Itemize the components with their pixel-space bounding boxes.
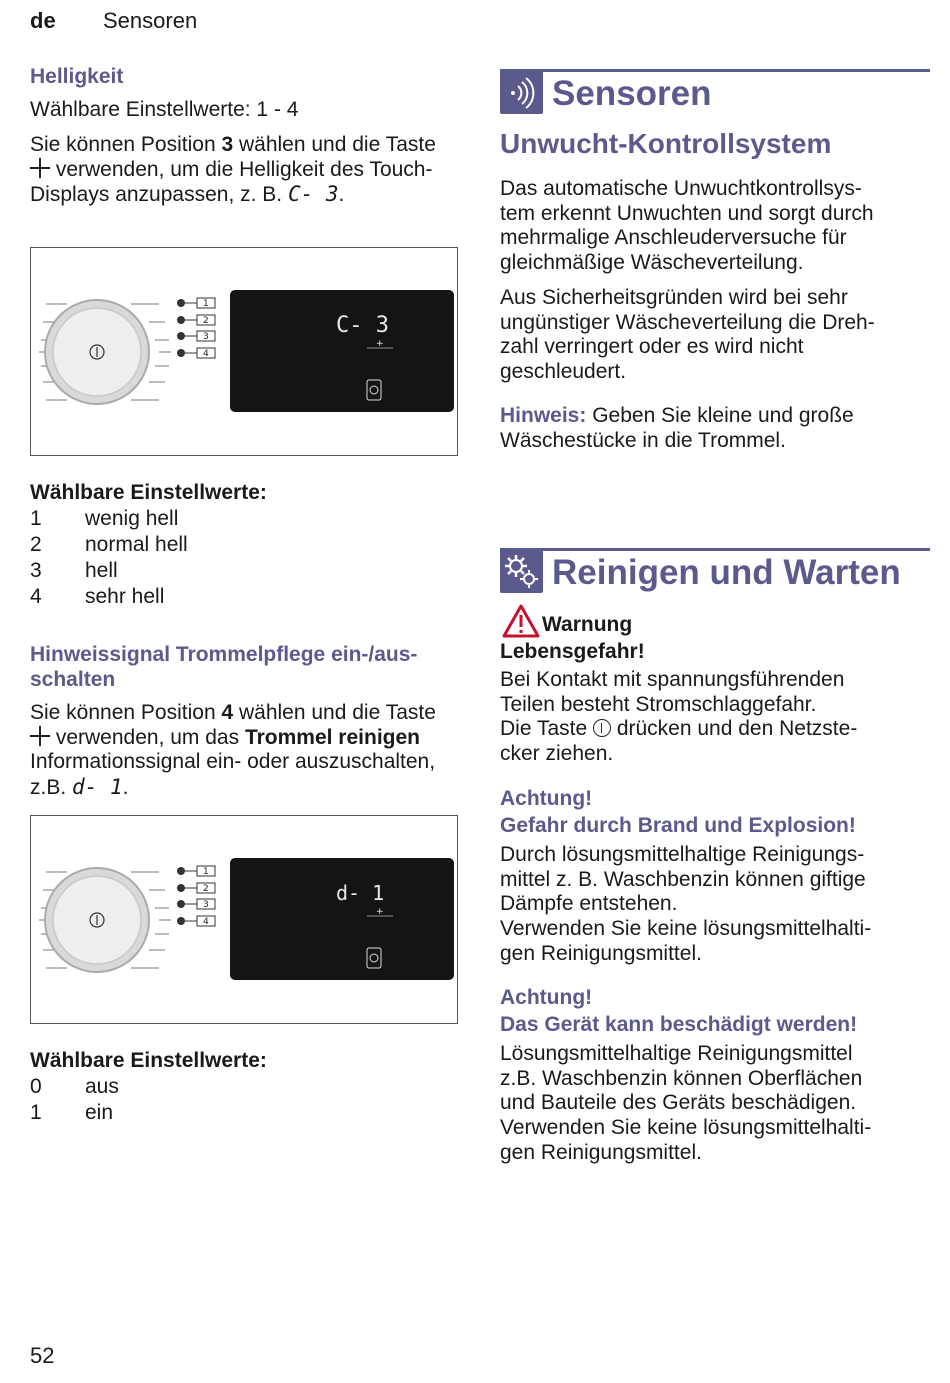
panel-1-drawing [31, 248, 457, 455]
paragraph: Die Taste drücken und den Netzste- cker ziehen. [500, 717, 858, 765]
section-title: Sensoren [552, 74, 712, 113]
list-item: 3 hell [30, 559, 118, 582]
list-item: 0 aus [30, 1075, 119, 1098]
panel-key-label: 1 [203, 867, 209, 877]
drum-signal-heading: Hinweissignal Trommelpflege ein-/aus- schalten [30, 643, 418, 691]
paragraph: Das automatische Unwuchtkontrollsys- tem erkennt Unwuchten und sorgt durch mehrmalige Anschleuderversuche für gleichmäßige Wäscheverteilung. [500, 177, 874, 274]
display-code: C- 3 [287, 182, 339, 206]
paragraph: Verwenden Sie keine lösungsmittelhalti- gen Reinigungsmittel. [500, 917, 872, 965]
warning-triangle-icon [502, 604, 540, 643]
paragraph: Verwenden Sie keine lösungsmittelhalti- gen Reinigungsmittel. [500, 1116, 872, 1164]
panel-key-label: 2 [203, 884, 209, 894]
panel-key-label: 4 [203, 917, 209, 927]
panel-key-label: 2 [203, 316, 209, 326]
note-label: Hinweis: [500, 404, 587, 427]
plus-icon [30, 726, 50, 746]
list-item: 1 ein [30, 1101, 114, 1124]
sensor-icon [500, 71, 543, 114]
drum-signal-options [30, 1048, 450, 1126]
control-panel-illustration [30, 815, 458, 1024]
display-readout: d- 1 [336, 881, 385, 905]
caution-title: Gefahr durch Brand und Explosion! [500, 814, 856, 837]
danger-label: Lebensgefahr! [500, 640, 645, 663]
brightness-options [30, 480, 450, 610]
panel-key-label: 4 [203, 349, 209, 359]
section-rule [500, 548, 930, 551]
svg-text:+: + [376, 339, 384, 349]
caution-label: Achtung! [500, 787, 593, 810]
paragraph: Durch lösungsmittelhaltige Reinigungs- mittel z. B. Waschbenzin können giftige Dämpfe entstehen. [500, 843, 866, 915]
subsection-title: Unwucht-Kontrollsystem [500, 128, 832, 159]
options-title: Wählbare Einstellwerte: [30, 481, 267, 504]
list-item: 1 wenig hell [30, 507, 179, 530]
page-number: 52 [30, 1343, 55, 1368]
language-code: de [30, 8, 56, 33]
paragraph: Lösungsmittelhaltige Reinigungsmittel z.B. Waschbenzin können Oberflächen und Bauteile des Geräts beschädigen. [500, 1042, 863, 1114]
note: Hinweis: Geben Sie kleine und große Wäschestücke in die Trommel. [500, 404, 854, 452]
panel-key-label: 1 [203, 299, 209, 309]
panel-key-label: 3 [203, 900, 209, 910]
panel-key-label: 3 [203, 332, 209, 342]
brightness-instructions: Sie können Position 3 wählen und die Taste verwenden, um die Helligkeit des Touch-Displays anzupassen, z. B. C- 3. [30, 133, 436, 206]
warning-label: Warnung [542, 613, 633, 636]
drum-signal-instructions: Sie können Position 4 wählen und die Taste verwenden, um das Trommel reinigen Informationssignal ein- oder auszuschalten, z.B. d- 1. [30, 701, 436, 799]
power-icon [593, 719, 611, 737]
list-item: 4 sehr hell [30, 585, 165, 608]
display-readout: C- 3 [336, 313, 389, 338]
gears-icon [500, 550, 543, 593]
section-title: Reinigen und Warten [552, 553, 901, 592]
running-header: Sensoren [103, 8, 198, 33]
brightness-heading: Helligkeit [30, 65, 124, 88]
options-title: Wählbare Einstellwerte: [30, 1049, 267, 1072]
section-rule [500, 69, 930, 72]
caution-title: Das Gerät kann beschädigt werden! [500, 1013, 858, 1036]
svg-text:+: + [376, 907, 384, 917]
list-item: 2 normal hell [30, 533, 188, 556]
panel-2-drawing [31, 816, 457, 1023]
paragraph: Bei Kontakt mit spannungsführenden Teilen besteht Stromschlaggefahr. [500, 668, 845, 716]
plus-icon [30, 158, 50, 178]
paragraph: Aus Sicherheitsgründen wird bei sehr ungünstiger Wäscheverteilung die Dreh- zahl verringert oder es wird nicht geschleudert. [500, 286, 875, 383]
display-code: d- 1 [72, 774, 123, 799]
brightness-range: Wählbare Einstellwerte: 1 - 4 [30, 98, 299, 121]
caution-label: Achtung! [500, 986, 593, 1009]
control-panel-illustration [30, 247, 458, 456]
